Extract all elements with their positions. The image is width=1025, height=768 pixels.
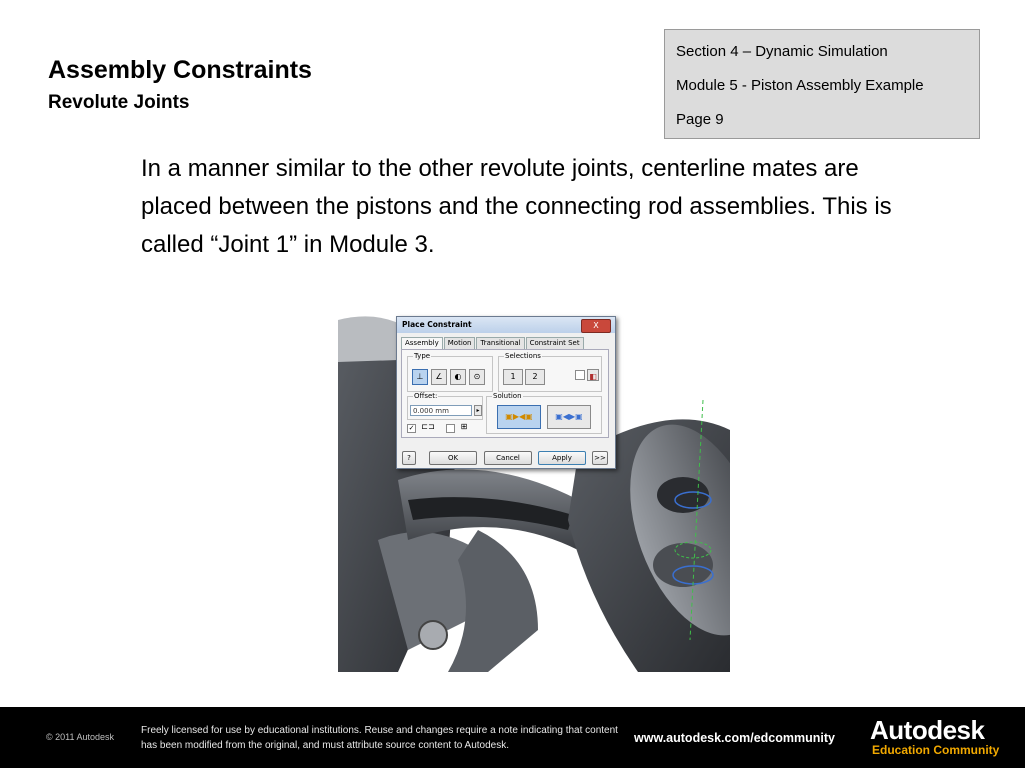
body-paragraph: In a manner similar to the other revolute joints, centerline mates are placed between the pistons and the connecting rod assemblies. This is called “Joint 1” in Module 3. xyxy=(141,155,892,258)
section-label: Section 4 – Dynamic Simulation xyxy=(676,43,888,60)
offset-input[interactable]: 0.000 mm xyxy=(410,405,472,416)
predict-offset-icon: ⊏⊐ xyxy=(421,422,435,431)
page-label: Page 9 xyxy=(676,111,724,128)
pick-part-first-icon[interactable]: ◧ xyxy=(587,369,599,381)
type-label: Type xyxy=(414,352,431,360)
more-options-button[interactable]: >> xyxy=(592,451,608,465)
place-constraint-dialog xyxy=(396,316,616,469)
angle-constraint-icon[interactable]: ∠ xyxy=(431,369,447,385)
selections-label: Selections xyxy=(505,352,541,360)
selections-group xyxy=(498,352,602,392)
section-info-box xyxy=(664,29,980,139)
mate-solution-icon[interactable]: ▣▶◀▣ xyxy=(497,405,541,429)
slide-title: Assembly Constraints xyxy=(48,56,312,84)
cancel-button[interactable]: Cancel xyxy=(484,451,532,465)
solution-group xyxy=(486,392,602,434)
footer-bar xyxy=(0,707,1025,768)
tab-assembly[interactable]: Assembly xyxy=(401,337,443,349)
offset-label: Offset: xyxy=(414,392,438,400)
selection-1-button[interactable]: 1 xyxy=(503,369,523,385)
copyright-text: © 2011 Autodesk xyxy=(46,732,115,742)
predict-offset-checkbox[interactable]: ✓ xyxy=(408,424,415,432)
autodesk-logo: Autodesk xyxy=(870,715,985,745)
first-occurrence-checkbox[interactable] xyxy=(575,370,585,380)
dialog-title: Place Constraint xyxy=(397,317,615,333)
show-preview-checkbox[interactable] xyxy=(446,424,455,433)
tangent-constraint-icon[interactable]: ◐ xyxy=(450,369,466,385)
slide-subtitle: Revolute Joints xyxy=(48,92,190,113)
education-community-label: Education Community xyxy=(872,743,1000,757)
license-text: Freely licensed for use by educational institutions. Reuse and changes require a note indicating that content has been modified from the original, and must attribute source content to Autodesk. xyxy=(141,725,618,751)
tab-transitional[interactable]: Transitional xyxy=(476,337,524,349)
help-button[interactable]: ? xyxy=(402,451,416,465)
edcommunity-link[interactable]: www.autodesk.com/edcommunity xyxy=(634,731,835,745)
dialog-tabs xyxy=(401,337,585,349)
tab-constraint-set[interactable]: Constraint Set xyxy=(526,337,584,349)
tab-motion[interactable]: Motion xyxy=(444,337,476,349)
mate-constraint-icon[interactable]: ⊥ xyxy=(412,369,428,385)
type-group xyxy=(407,352,493,392)
show-preview-icon: ⊞ xyxy=(460,422,468,431)
offset-dropdown-icon[interactable]: ▸ xyxy=(474,405,482,416)
ok-button[interactable]: OK xyxy=(429,451,477,465)
insert-constraint-icon[interactable]: ⊙ xyxy=(469,369,485,385)
flush-solution-icon[interactable]: ▣◀▶▣ xyxy=(547,405,591,429)
selection-2-button[interactable]: 2 xyxy=(525,369,545,385)
solution-label: Solution xyxy=(493,392,522,400)
module-label: Module 5 - Piston Assembly Example xyxy=(676,77,924,94)
apply-button[interactable]: Apply xyxy=(538,451,586,465)
assembly-tab-panel xyxy=(401,349,609,438)
dialog-close-button[interactable]: X xyxy=(581,319,611,333)
offset-group xyxy=(407,392,483,420)
